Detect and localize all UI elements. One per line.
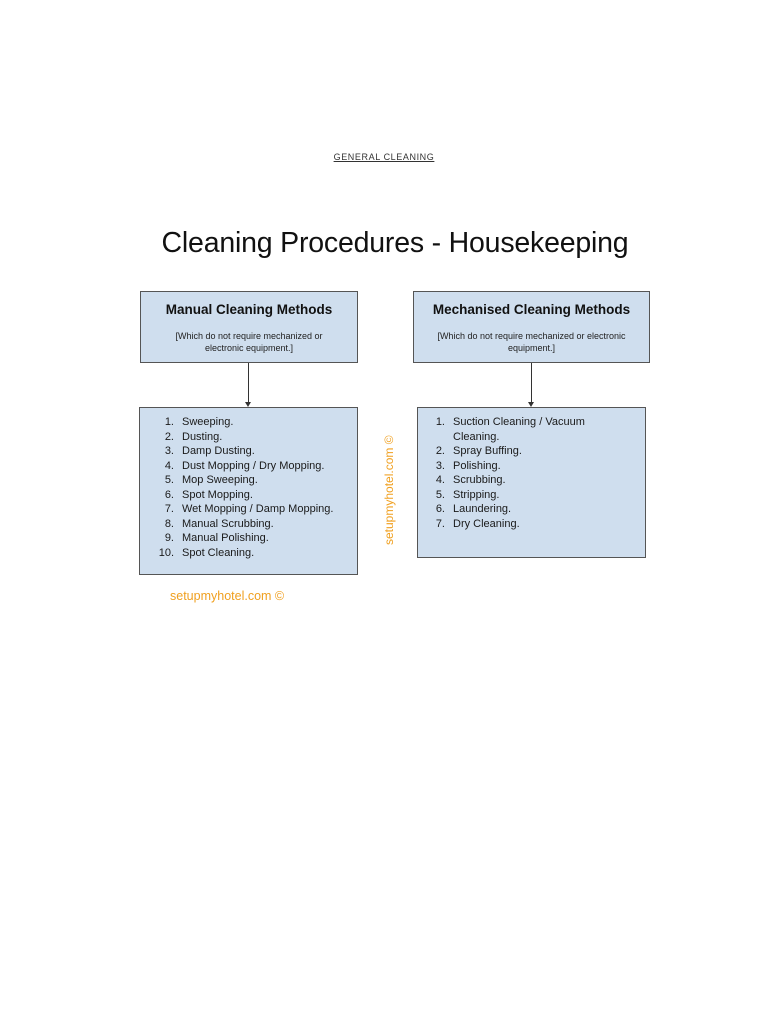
list-item-text: Dusting. (182, 430, 223, 443)
list-item (148, 430, 333, 445)
list-item-text: Spot Cleaning. (182, 546, 255, 559)
list-item-number: 2. (164, 430, 174, 443)
list-item-number: 6. (164, 488, 174, 501)
list-item-text: Spot Mopping. (182, 488, 253, 501)
list-item (148, 415, 333, 430)
manual-methods-subtitle: [Which do not require mechanized or electronic equipment.] (175, 331, 323, 353)
list-item (148, 531, 333, 546)
section-label: GENERAL CLEANING (333, 152, 435, 162)
list-item-text: Dry Cleaning. (453, 517, 520, 530)
list-item-text: Suction Cleaning / Vacuum Cleaning. (453, 416, 585, 443)
list-item-number: 6. (435, 503, 445, 515)
list-item-number: 4. (435, 474, 445, 486)
manual-methods-list (148, 415, 333, 560)
manual-methods-list-box (139, 407, 358, 575)
list-item (429, 459, 623, 474)
list-item (148, 502, 333, 517)
list-item (148, 444, 333, 459)
mechanised-methods-subtitle: [Which do not require mechanized or electronic equipment.] (437, 331, 626, 353)
list-item-number: 1. (435, 416, 445, 428)
list-item (148, 459, 333, 474)
list-item-text: Sweeping. (182, 416, 234, 428)
list-item-number: 5. (435, 488, 445, 501)
list-item (148, 488, 333, 503)
mechanised-methods-header-box (413, 291, 650, 363)
manual-connector-line (248, 363, 249, 403)
list-item (429, 488, 623, 503)
list-item (429, 517, 623, 532)
manual-methods-header-box (140, 291, 358, 363)
page-title: Cleaning Procedures - Housekeeping (161, 227, 629, 259)
list-item-number: 1. (164, 416, 174, 428)
list-item-number: 2. (435, 445, 445, 457)
list-item-text: Manual Polishing. (182, 532, 269, 544)
list-item-number: 5. (164, 474, 174, 486)
list-item-number: 4. (164, 459, 174, 472)
manual-methods-title: Manual Cleaning Methods (165, 302, 333, 317)
list-item-number: 3. (164, 445, 174, 457)
watermark-bottom: setupmyhotel.com © (170, 589, 285, 603)
list-item-text: Wet Mopping / Damp Mopping. (182, 503, 334, 515)
list-item-text: Scrubbing. (453, 474, 506, 486)
list-item-number: 7. (435, 517, 445, 530)
list-item (148, 473, 333, 488)
list-item (429, 415, 623, 444)
list-item-text: Manual Scrubbing. (182, 517, 274, 530)
list-item (429, 473, 623, 488)
mechanised-methods-list (429, 415, 623, 531)
list-item-number: 8. (164, 517, 174, 530)
list-item-number: 3. (435, 459, 445, 472)
watermark-vertical: setupmyhotel.com © (382, 435, 396, 545)
list-item-number: 7. (164, 503, 174, 515)
list-item-number: 10. (158, 546, 174, 559)
list-item-text: Damp Dusting. (182, 445, 255, 457)
list-item-text: Mop Sweeping. (182, 474, 258, 486)
list-item-text: Stripping. (453, 488, 500, 501)
list-item (429, 502, 623, 517)
mechanised-methods-list-box (417, 407, 646, 558)
list-item (429, 444, 623, 459)
list-item-text: Polishing. (453, 459, 501, 472)
list-item-number: 9. (164, 532, 174, 544)
mechanised-methods-title: Mechanised Cleaning Methods (432, 302, 631, 317)
list-item (148, 546, 333, 561)
list-item-text: Dust Mopping / Dry Mopping. (182, 459, 325, 472)
list-item-text: Laundering. (453, 503, 512, 515)
list-item (148, 517, 333, 532)
list-item-text: Spray Buffing. (453, 445, 522, 457)
mechanised-connector-line (531, 363, 532, 403)
